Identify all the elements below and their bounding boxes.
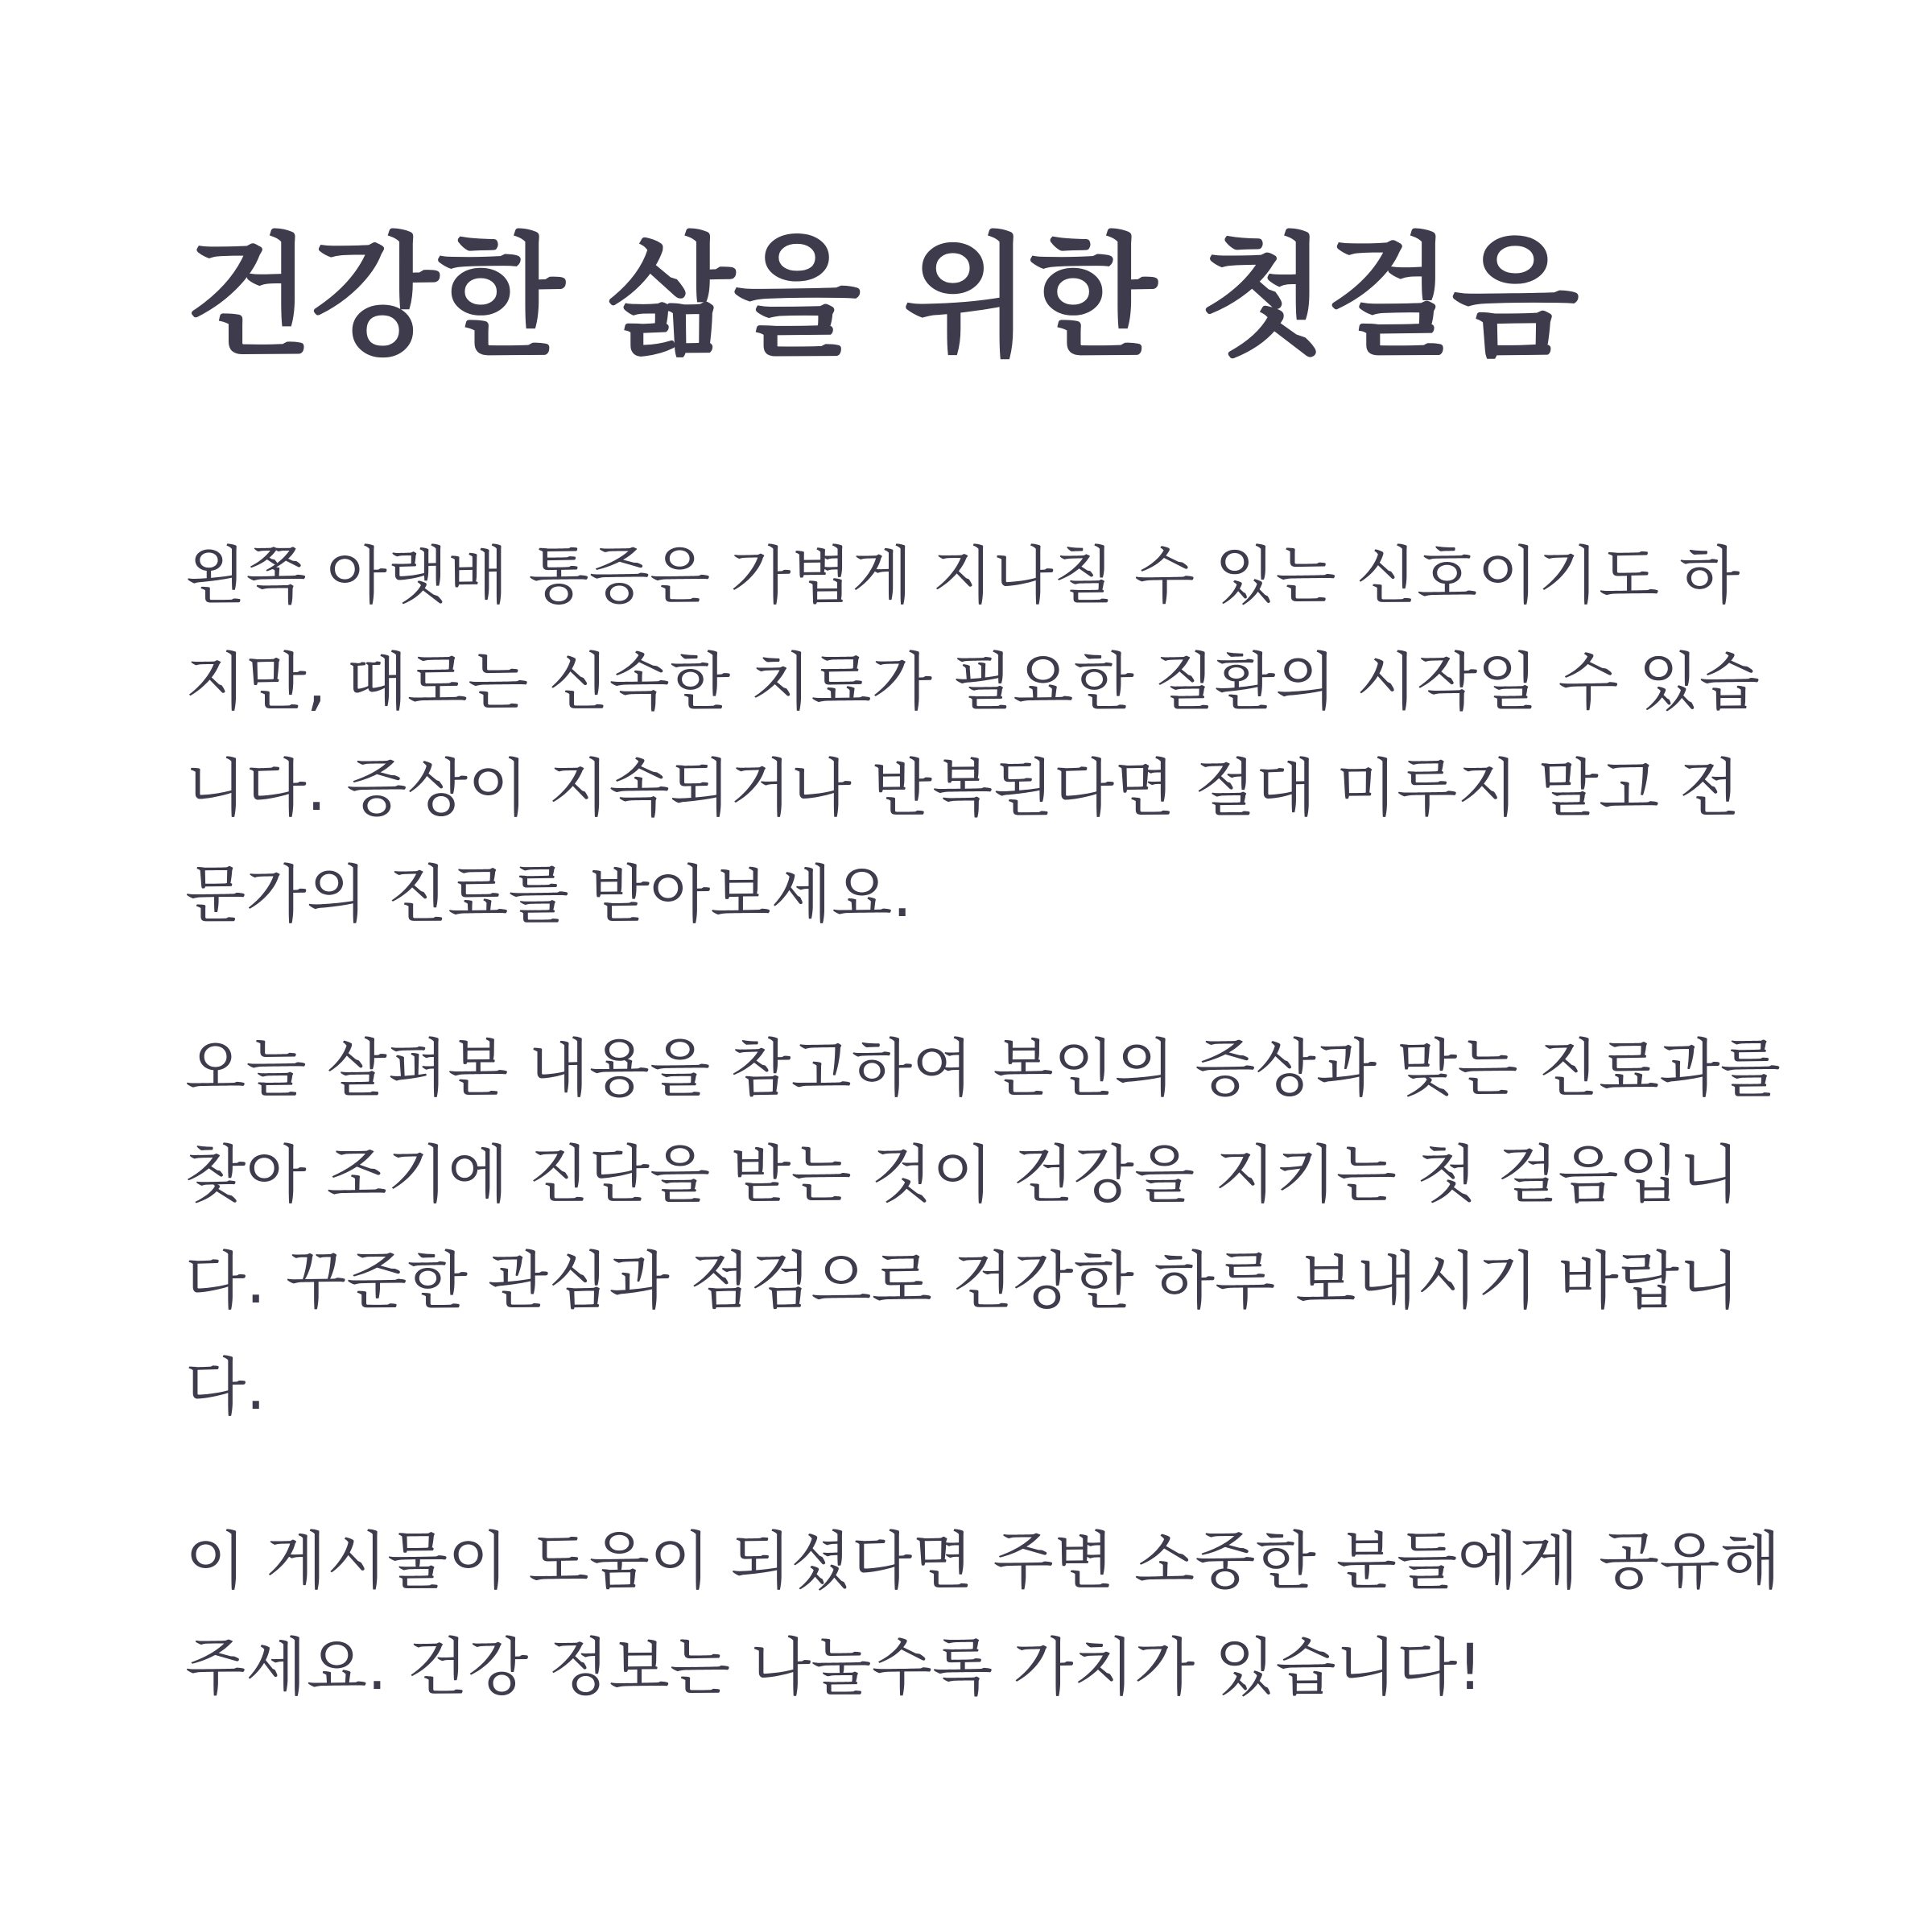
paragraph-line: 지만, 때로는 신속한 치료가 필요한 질환의 시작일 수 있습 <box>185 646 1761 719</box>
paragraph-line: 다. <box>185 1352 266 1424</box>
paragraph-line: 다. 꾸준한 관심과 점검으로 건강한 하루 보내시기 바랍니 <box>185 1245 1740 1318</box>
paragraph-3 <box>185 1509 1795 1721</box>
paragraph-line: 왼쪽 아랫배 통증은 가볍게 지나칠 수 있는 신호이기도 하 <box>185 540 1740 613</box>
paragraph-line: 이 게시물이 도움이 되셨다면 주변 소중한 분들에게 공유해 <box>185 1525 1781 1598</box>
paragraph-2 <box>185 1016 1795 1441</box>
paragraph-line: 문가의 진료를 받아보세요. <box>185 859 913 931</box>
paragraph-1 <box>185 523 1795 948</box>
paragraph-line: 니다. 증상이 지속되거나 반복된다면 절대 미루지 말고 전 <box>185 753 1740 825</box>
paragraph-line: 주세요. 건강 정보는 나눌수록 가치가 있습니다! <box>185 1632 1483 1704</box>
paragraph-line: 오늘 살펴본 내용을 참고하여 본인의 증상과 맞는 진료과를 <box>185 1033 1781 1105</box>
paragraph-line: 찾아 조기에 진단을 받는 것이 건강을 지키는 첫 걸음입니 <box>185 1139 1740 1212</box>
page-title: 건강한 삶을 위한 첫걸음 <box>185 221 1578 374</box>
